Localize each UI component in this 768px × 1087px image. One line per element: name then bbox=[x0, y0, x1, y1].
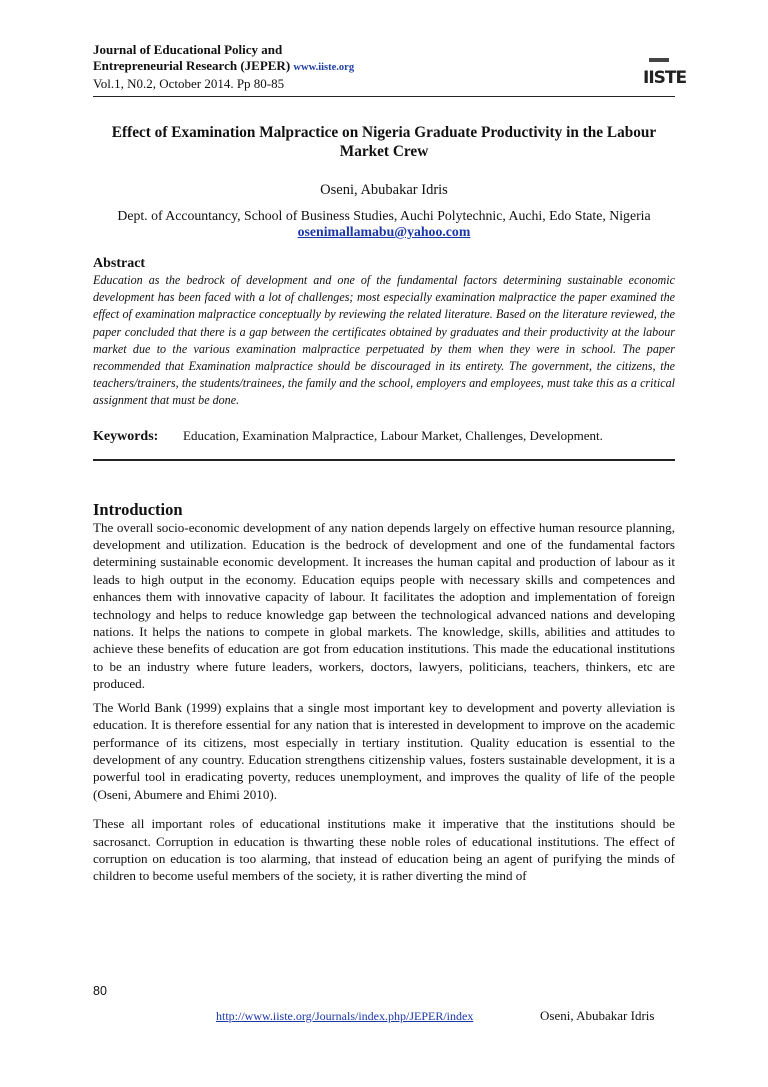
footer-author: Oseni, Abubakar Idris bbox=[540, 1008, 655, 1023]
header-divider bbox=[93, 96, 675, 97]
journal-name-line1: Journal of Educational Policy and bbox=[93, 42, 283, 57]
keywords-label: Keywords: bbox=[93, 428, 159, 444]
keywords-row bbox=[93, 428, 675, 445]
intro-paragraph-1: The overall socio-economic development of any nation depends largely on effective human resource planning, development and utilization. Education is the bedrock of development and one of the fundamental factors determining sustainable economic development. It increases the human capital and production of labour as it leads to high output in the economy. Education equips people with necessary skills and competences and enhances them with innovative capacity of labour. It facilitates the adoption and implementation of foreign technology and helps to reduce knowledge gap between the technological advanced nations and developing nations. It helps the nations to compete in global markets. The knowledge, skills, abilities and attitudes to achieve these benefits of education are got from education institutions. This made the educational institutions to be an industry where future leaders, workers, doctors, lawyers, politicians, teachers, thinkers, etc are produced. bbox=[93, 519, 675, 692]
intro-paragraph-3: These all important roles of educational institutions make it imperative that the institutions should be sacrosanct. Corruption in education is thwarting these noble roles of educational institutions. The effect of corruption on education is too alarming, that instead of education being an agent of purifying the minds of children to become useful members of the society, it is rather diverting the mind of bbox=[93, 816, 675, 884]
footer-url-link[interactable]: http://www.iiste.org/Journals/index.php/JEPER/index bbox=[216, 1009, 474, 1023]
intro-paragraph-2: The World Bank (1999) explains that a single most important key to development and poverty alleviation is education. It is therefore essential for any nation that is interested in development to improve on the academic performance of its citizens, most especially in tertiary institution. Quality education is essential to the development of any country. Education strengthens citizenship values, fosters sustainable development, it is a powerful tool in eradicating poverty, reduces unemployment, and improves the quality of life of the people (Oseni, Abumere and Ehimi 2010). bbox=[93, 699, 675, 802]
paper-page bbox=[93, 42, 687, 891]
author-affiliation: Dept. of Accountancy, School of Business Studies, Auchi Polytechnic, Auchi, Edo State, Nigeria bbox=[117, 208, 651, 223]
journal-name: Entrepreneurial Research (JEPER) bbox=[93, 58, 291, 73]
keywords-text: Education, Examination Malpractice, Labour Market, Challenges, Development. bbox=[183, 427, 603, 443]
author-email-link[interactable]: osenimallamabu@yahoo.com bbox=[297, 224, 471, 239]
journal-header bbox=[93, 42, 687, 96]
journal-name-line2 bbox=[93, 58, 675, 76]
journal-url-link[interactable]: www.iiste.org bbox=[293, 62, 355, 73]
iiste-logo: IISTE bbox=[643, 68, 687, 88]
keywords-divider bbox=[93, 459, 675, 461]
paper-title: Effect of Examination Malpractice on Nigeria Graduate Productivity in the Labour Market Crew bbox=[111, 124, 657, 160]
abstract-heading: Abstract bbox=[93, 256, 146, 271]
abstract-text: Education as the bedrock of development and one of the fundamental factors determining sustainable economic development has been faced with a lot of challenges; most especially examination malpractice the paper examined the effect of examination malpractice conceptually by reviewing the related literature. Based on the literature reviewed, the paper concluded that there is a gap between the certificates obtained by graduates and their productivity at the labour market due to the various examination malpractice perpetuated by them when they were in school. The paper recommended that Examination malpractice should be discouraged in its entirety. The government, the citizens, the teachers/trainers, the students/trainees, the family and the school, employers and employees, must take this as a critical assignment that must be done. bbox=[93, 273, 675, 408]
paper-author: Oseni, Abubakar Idris bbox=[320, 182, 448, 198]
volume-info: Vol.1, N0.2, October 2014. Pp 80-85 bbox=[93, 76, 285, 91]
page-number: 80 bbox=[93, 984, 107, 998]
introduction-heading: Introduction bbox=[93, 499, 183, 519]
